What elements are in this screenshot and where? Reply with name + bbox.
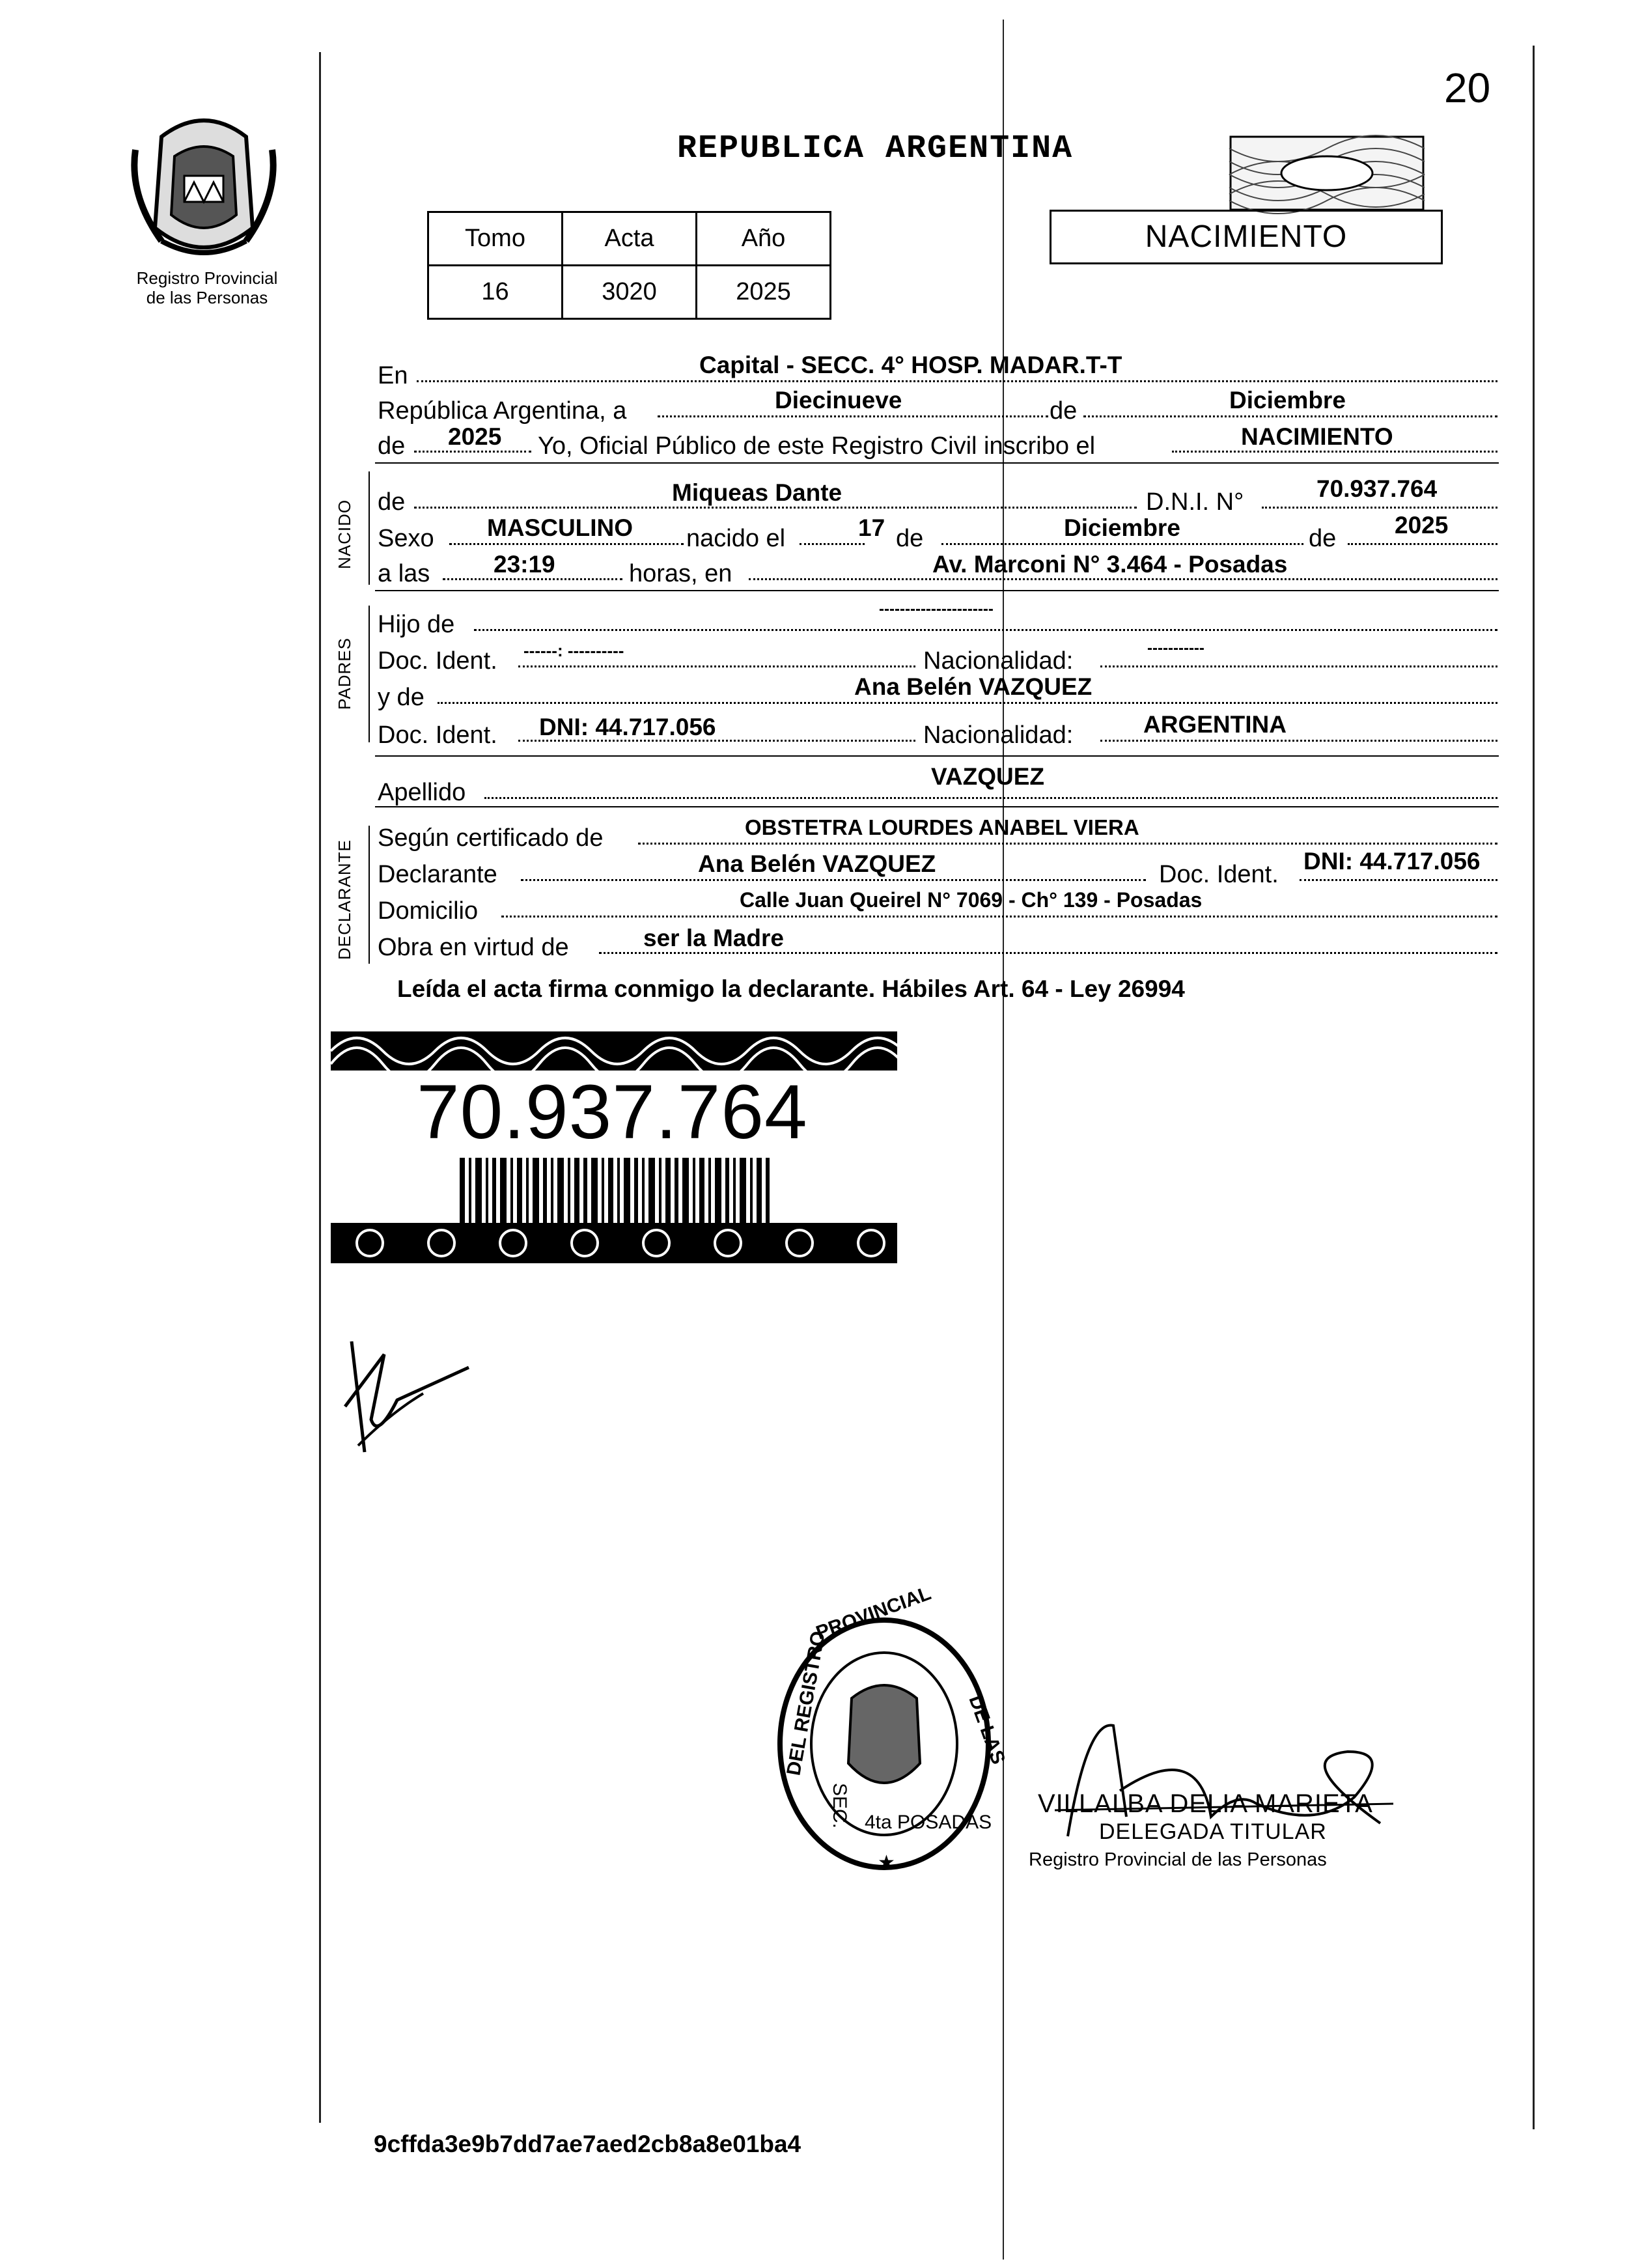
born-month: Diciembre [1064, 514, 1180, 541]
dotted-line [658, 415, 1048, 417]
table-header-row [428, 212, 831, 266]
obra-value: ser la Madre [643, 925, 784, 951]
record-reference-table [427, 211, 831, 320]
table-row [428, 266, 831, 319]
mother-name: Ana Belén VAZQUEZ [854, 673, 1093, 700]
certificate-issuer: OBSTETRA LOURDES ANABEL VIERA [745, 815, 1139, 839]
anio-header: Año [697, 212, 831, 266]
security-stamp-seal [1229, 135, 1425, 211]
mother-nat-label: Nacionalidad: [923, 721, 1074, 749]
born-de-label-2: de [1309, 525, 1337, 552]
dotted-line [474, 629, 1497, 631]
declarant-label: Declarante [378, 861, 497, 888]
month-value: Diciembre [1229, 387, 1346, 413]
verification-hash: 9cffda3e9b7dd7ae7aed2cb8a8e01ba4 [374, 2131, 801, 2157]
dotted-line [518, 665, 915, 667]
svg-text:PROVINCIAL: PROVINCIAL [813, 1582, 934, 1644]
dotted-line [1172, 451, 1497, 453]
mother-doc: DNI: 44.717.056 [539, 714, 716, 740]
barcode-number: 70.937.764 [417, 1069, 808, 1155]
dotted-line [1348, 543, 1497, 545]
apellido-label: Apellido [378, 779, 466, 806]
dotted-line [484, 797, 1497, 799]
mother-doc-label: Doc. Ident. [378, 721, 497, 749]
dotted-line [800, 543, 865, 545]
record-type-box: NACIMIENTO [1050, 210, 1443, 264]
father-doc: ------: ---------- [523, 641, 624, 660]
legal-closing-text: Leída el acta firma conmigo la declarante. Hábiles Art. 64 - Ley 26994 [397, 975, 1185, 1002]
dotted-line [1300, 879, 1497, 881]
y-de-label: y de [378, 684, 425, 711]
hours-label: horas, en [629, 560, 732, 587]
dotted-line [438, 702, 1497, 704]
tomo-header: Tomo [428, 212, 563, 266]
dotted-line [521, 879, 1146, 881]
section-bracket [369, 826, 370, 964]
birth-time: 23:19 [494, 551, 555, 578]
dotted-line [1262, 507, 1497, 509]
obra-label: Obra en virtud de [378, 934, 569, 961]
time-label: a las [378, 560, 430, 587]
acta-value: 3020 [563, 266, 697, 319]
province-coat-of-arms-logo [122, 111, 285, 264]
born-year: 2025 [1395, 512, 1449, 539]
newborn-dni: 70.937.764 [1316, 475, 1438, 502]
svg-text:★: ★ [878, 1852, 895, 1873]
section-divider [375, 462, 1499, 464]
born-day: 17 [858, 514, 885, 541]
dotted-line [1083, 415, 1497, 417]
declarant-signature [339, 1328, 482, 1459]
svg-text:DE LAS: DE LAS [964, 1692, 1010, 1767]
republic-label: República Argentina, a [378, 397, 627, 425]
declarant-doc: DNI: 44.717.056 [1303, 848, 1481, 875]
born-label: nacido el [686, 525, 786, 552]
barcode [460, 1158, 772, 1223]
father-doc-label: Doc. Ident. [378, 647, 497, 675]
country-title: REPUBLICA ARGENTINA [677, 130, 1074, 167]
official-delegation-seal [773, 1582, 1010, 1874]
newborn-name: Miqueas Dante [672, 479, 842, 506]
left-margin-rule [319, 52, 321, 2123]
domicilio-label: Domicilio [378, 897, 479, 925]
place-value: Capital - SECC. 4° HOSP. MADAR.T-T [699, 352, 1122, 378]
right-margin-rule [1533, 46, 1535, 2129]
security-band-bottom [331, 1223, 897, 1263]
section-bracket [369, 606, 370, 742]
svg-text:DEL REGISTRO: DEL REGISTRO [783, 1629, 829, 1778]
officer-office: Registro Provincial de las Personas [1029, 1849, 1327, 1870]
declarant-doc-label: Doc. Ident. [1159, 861, 1279, 888]
officer-role: DELEGADA TITULAR [1099, 1819, 1327, 1844]
section-bracket [369, 471, 370, 585]
en-label: En [378, 362, 408, 389]
father-nationality: ----------- [1147, 639, 1204, 657]
section-divider [375, 590, 1499, 591]
born-de-label: de [896, 525, 924, 552]
day-value: Diecinueve [775, 387, 902, 413]
father-nat-label: Nacionalidad: [923, 647, 1074, 675]
dotted-line [414, 507, 1137, 509]
father-name: ---------------------- [879, 600, 994, 618]
dni-label: D.N.I. N° [1146, 488, 1244, 516]
dotted-line [941, 543, 1303, 545]
sexo-label: Sexo [378, 525, 434, 552]
registry-office-caption: Registro Provincial de las Personas [136, 268, 278, 307]
cert-label: Según certificado de [378, 824, 604, 852]
dotted-line [417, 380, 1497, 382]
svg-text:SEC.: SEC. [829, 1783, 850, 1829]
year-value: 2025 [448, 423, 502, 450]
page-number: 20 [1444, 64, 1491, 111]
nacido-section-label: NACIDO [335, 499, 354, 569]
act-value: NACIMIENTO [1241, 423, 1393, 450]
dotted-line [414, 451, 531, 453]
birth-address: Av. Marconi N° 3.464 - Posadas [932, 551, 1288, 578]
year-prefix-label: de [378, 432, 406, 460]
hijo-label: Hijo de [378, 611, 455, 638]
dotted-line [449, 543, 684, 545]
dotted-line [443, 578, 622, 580]
apellido-value: VAZQUEZ [931, 763, 1045, 790]
dotted-line [501, 916, 1497, 917]
padres-section-label: PADRES [335, 637, 354, 710]
acta-header: Acta [563, 212, 697, 266]
dotted-line [638, 843, 1497, 845]
svg-text:4ta POSADAS: 4ta POSADAS [865, 1812, 992, 1833]
security-band-top [331, 1031, 897, 1071]
declarante-section-label: DECLARANTE [335, 839, 354, 960]
anio-value: 2025 [697, 266, 831, 319]
nacido-de-label: de [378, 488, 406, 516]
mother-nationality: ARGENTINA [1143, 711, 1287, 738]
declarant-name: Ana Belén VAZQUEZ [698, 850, 936, 877]
dotted-line [749, 578, 1497, 580]
domicilio-value: Calle Juan Queirel N° 7069 - Ch° 139 - Posadas [740, 888, 1203, 912]
officer-name: VILLALBA DELIA MARIETA [1038, 1789, 1373, 1818]
dotted-line [599, 952, 1497, 954]
sexo-value: MASCULINO [487, 514, 634, 541]
dotted-line [1100, 665, 1497, 667]
de-label: de [1050, 397, 1078, 425]
section-divider [375, 755, 1499, 757]
dotted-line [1100, 740, 1497, 742]
tomo-value: 16 [428, 266, 563, 319]
section-divider [375, 806, 1499, 807]
official-text: Yo, Oficial Público de este Registro Civil inscribo el [538, 432, 1096, 460]
